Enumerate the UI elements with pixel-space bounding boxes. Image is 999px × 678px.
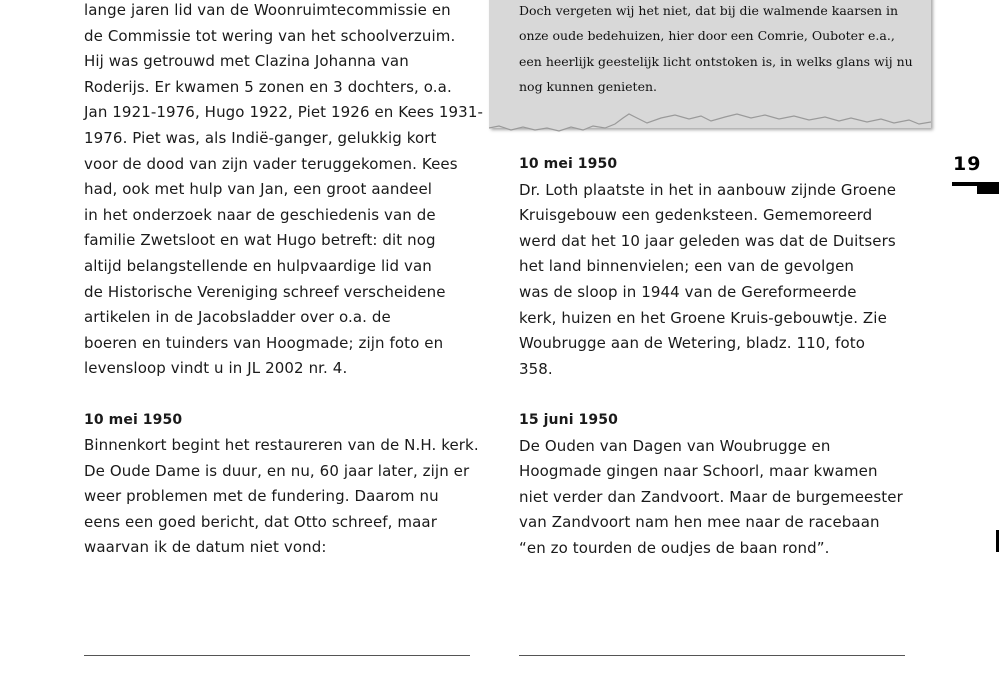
text-line: kerk, huizen en het Groene Kruis-gebouwtje. Zie <box>519 308 887 327</box>
text-line: “en zo tourden de oudjes de baan rond”. <box>519 538 830 557</box>
quote-line: Doch vergeten wij het niet, dat bij die walmende kaarsen in <box>519 3 899 18</box>
text-line: Hij was getrouwd met Clazina Johanna van <box>84 52 409 71</box>
right-entry2-paragraph <box>519 434 919 562</box>
text-line: 358. <box>519 359 553 378</box>
text-line: lange jaren lid van de Woonruimtecommissie en <box>84 1 451 19</box>
right-entry1-paragraph <box>519 178 919 383</box>
entry-date-heading: 10 mei 1950 <box>84 411 183 428</box>
text-line: had, ook met hulp van Jan, een groot aandeel <box>84 180 433 199</box>
right-column <box>519 152 919 562</box>
text-line: Kruisgebouw een gedenksteen. Gememoreerd <box>519 206 873 225</box>
text-line: Roderijs. Er kwamen 5 zonen en 3 dochters, o.a. <box>84 77 452 96</box>
page-tab-marker <box>977 184 999 194</box>
left-intro-paragraph <box>84 0 484 382</box>
quote-line: onze oude bedehuizen, hier door een Comrie, Ouboter e.a., <box>519 28 895 44</box>
text-line: De Oude Dame is duur, en nu, 60 jaar later, zijn er <box>84 461 470 480</box>
text-line: werd dat het 10 jaar geleden was dat de Duitsers <box>519 231 896 250</box>
left-entry-paragraph <box>84 433 484 561</box>
text-line: De Ouden van Dagen van Woubrugge en <box>519 436 831 455</box>
text-line: altijd belangstellende en hulpvaardige lid van <box>84 256 432 275</box>
torn-edge-graphic <box>489 100 931 136</box>
text-line: de Commissie tot wering van het schoolverzuim. <box>84 26 456 45</box>
text-line: weer problemen met de fundering. Daarom nu <box>84 487 439 506</box>
text-line: boeren en tuinders van Hoogmade; zijn foto en <box>84 333 444 352</box>
bottom-rule-left <box>84 655 470 656</box>
text-line: waarvan ik de datum niet vond: <box>84 538 327 557</box>
text-line: Woubrugge aan de Wetering, bladz. 110, foto <box>519 334 866 353</box>
text-line: in het onderzoek naar de geschiedenis van de <box>84 205 436 224</box>
entry-date-heading: 10 mei 1950 <box>519 156 618 172</box>
text-line: levensloop vindt u in JL 2002 nr. 4. <box>84 359 348 378</box>
left-column <box>84 0 484 561</box>
text-line: Dr. Loth plaatste in het in aanbouw zijnde Groene <box>519 180 897 199</box>
page-number: 19 <box>953 153 982 175</box>
text-line: Hoogmade gingen naar Schoorl, maar kwamen <box>519 462 878 481</box>
text-line: 1976. Piet was, als Indië-ganger, gelukkig kort <box>84 128 437 147</box>
paragraph-gap <box>519 382 919 408</box>
text-line: niet verder dan Zandvoort. Maar de burgemeester <box>519 487 903 506</box>
text-line: eens een goed bericht, dat Otto schreef, maar <box>84 512 437 531</box>
quote-line: een heerlijk geestelijk licht ontstoken is, in welks glans wij nu <box>519 53 913 69</box>
text-line: voor de dood van zijn vader teruggekomen. Kees <box>84 154 458 173</box>
text-line: familie Zwetsloot en wat Hugo betreft: dit nog <box>84 231 436 250</box>
text-line: Binnenkort begint het restaureren van de N.H. kerk. <box>84 436 479 455</box>
text-line: het land binnenvielen; een van de gevolgen <box>519 257 854 276</box>
quote-text <box>519 0 919 100</box>
text-line: artikelen in de Jacobsladder over o.a. de <box>84 308 391 327</box>
paragraph-gap <box>84 382 484 408</box>
bottom-rule-right <box>519 655 905 656</box>
text-line: van Zandvoort nam hen mee naar de racebaan <box>519 513 880 532</box>
text-line: Jan 1921-1976, Hugo 1922, Piet 1926 en Kees 1931- <box>84 103 483 122</box>
entry-date-heading: 15 juni 1950 <box>519 411 618 428</box>
quote-line: nog kunnen genieten. <box>519 79 657 95</box>
text-line: was de sloop in 1944 van de Gereformeerde <box>519 282 857 301</box>
text-line: de Historische Vereniging schreef verscheidene <box>84 282 446 301</box>
